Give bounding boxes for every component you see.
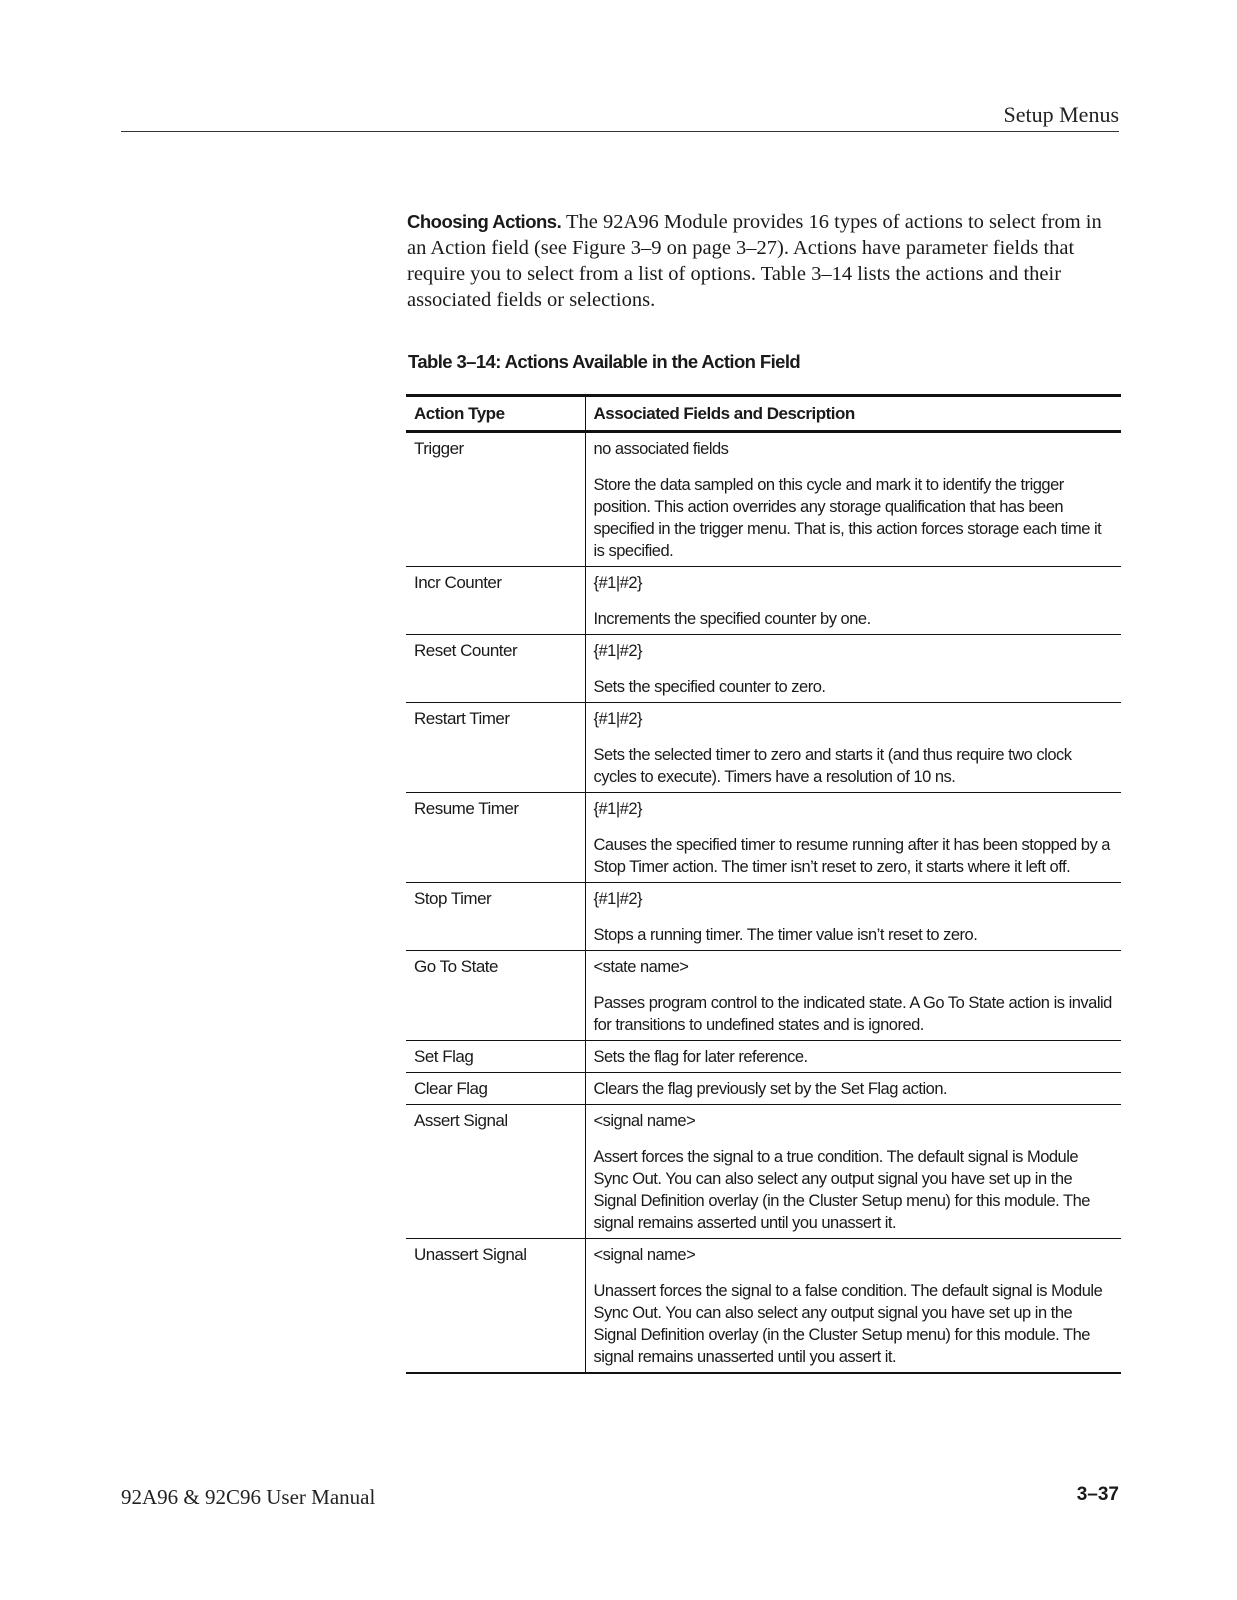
associated-fields: <signal name> — [593, 1246, 696, 1264]
fields-cell — [585, 635, 1121, 703]
associated-fields: no associated fields — [593, 440, 729, 458]
action-description: Sets the specified counter to zero. — [593, 678, 826, 696]
table-row — [406, 1239, 1121, 1374]
associated-fields: {#1|#2} — [593, 890, 643, 908]
table-header-row — [406, 396, 1121, 432]
fields-cell — [585, 703, 1121, 793]
fields-cell — [585, 1073, 1121, 1105]
fields-cell — [585, 1041, 1121, 1073]
associated-fields: {#1|#2} — [593, 574, 643, 592]
table-row — [406, 883, 1121, 951]
table-row — [406, 703, 1121, 793]
associated-fields: <state name> — [593, 958, 689, 976]
actions-table-wrapper — [406, 394, 1121, 1374]
associated-fields: {#1|#2} — [593, 800, 643, 818]
action-description: Sets the selected timer to zero and starts it (and thus require two clock cycles to execute). Timers have a resolution of 10 ns. — [593, 746, 1072, 786]
table-row — [406, 1105, 1121, 1239]
fields-cell — [585, 567, 1121, 635]
table-body — [406, 432, 1121, 1374]
table-row — [406, 432, 1121, 567]
action-type-cell: Unassert Signal — [414, 1245, 527, 1264]
action-type-cell: Set Flag — [414, 1047, 474, 1066]
actions-table — [406, 394, 1121, 1374]
action-type-cell: Go To State — [414, 957, 498, 976]
table-row — [406, 635, 1121, 703]
fields-cell — [585, 432, 1121, 567]
intro-lead: Choosing Actions. — [407, 211, 562, 232]
table-row — [406, 951, 1121, 1041]
action-type-cell: Clear Flag — [414, 1079, 488, 1098]
associated-fields: {#1|#2} — [593, 710, 643, 728]
table-row — [406, 1073, 1121, 1105]
action-type-cell: Incr Counter — [414, 573, 502, 592]
header-associated-fields: Associated Fields and Description — [585, 396, 1121, 432]
associated-fields: Sets the flag for later reference. — [593, 1048, 808, 1066]
fields-cell — [585, 1105, 1121, 1239]
associated-fields: <signal name> — [593, 1112, 696, 1130]
fields-cell — [585, 951, 1121, 1041]
table-row — [406, 1041, 1121, 1073]
action-description: Store the data sampled on this cycle and mark it to identify the trigger position. This action overrides any storage qualification that has been specified in the trigger menu. That is, this action forces storage each time it is specified. — [593, 476, 1102, 560]
page-number: 3–37 — [1076, 1484, 1119, 1505]
running-header: Setup Menus — [1003, 102, 1119, 127]
intro-text: The 92A96 Module provides 16 types of actions to select from in an Action field (see Figure 3–9 on page 3–27). Actions have parameter fields that require you to select from a list of options. Table 3–14 lists the actions and their associated fields or selections. — [407, 211, 1102, 311]
action-type-cell: Reset Counter — [414, 641, 518, 660]
footer-manual-title: 92A96 & 92C96 User Manual — [121, 1485, 376, 1509]
action-description: Assert forces the signal to a true condition. The default signal is Module Sync Out. You can also select any output signal you have set up in the Signal Definition overlay (in the Cluster Setup menu) for this module. The signal remains asserted until you unassert it. — [593, 1148, 1090, 1232]
action-description: Stops a running timer. The timer value isn’t reset to zero. — [593, 926, 978, 944]
table-row — [406, 567, 1121, 635]
associated-fields: {#1|#2} — [593, 642, 643, 660]
associated-fields: Clears the flag previously set by the Set Flag action. — [593, 1080, 948, 1098]
action-type-cell: Stop Timer — [414, 889, 492, 908]
fields-cell — [585, 883, 1121, 951]
action-description: Increments the specified counter by one. — [593, 610, 871, 628]
fields-cell — [585, 793, 1121, 883]
action-description: Causes the specified timer to resume running after it has been stopped by a Stop Timer action. The timer isn’t reset to zero, it starts where it left off. — [593, 836, 1110, 876]
action-description: Unassert forces the signal to a false condition. The default signal is Module Sync Out. You can also select any output signal you have set up in the Signal Definition overlay (in the Cluster Setup menu) for this module. The signal remains unasserted until you assert it. — [593, 1282, 1103, 1366]
action-type-cell: Trigger — [414, 439, 464, 458]
table-caption: Table 3–14: Actions Available in the Action Field — [408, 351, 801, 372]
table-row — [406, 793, 1121, 883]
action-type-cell: Assert Signal — [414, 1111, 508, 1130]
action-type-cell: Restart Timer — [414, 709, 510, 728]
intro-paragraph — [407, 209, 1122, 313]
header-rule — [121, 131, 1119, 132]
action-type-cell: Resume Timer — [414, 799, 519, 818]
fields-cell — [585, 1239, 1121, 1374]
action-description: Passes program control to the indicated state. A Go To State action is invalid for transitions to undefined states and is ignored. — [593, 994, 1112, 1034]
header-action-type: Action Type — [414, 404, 505, 423]
